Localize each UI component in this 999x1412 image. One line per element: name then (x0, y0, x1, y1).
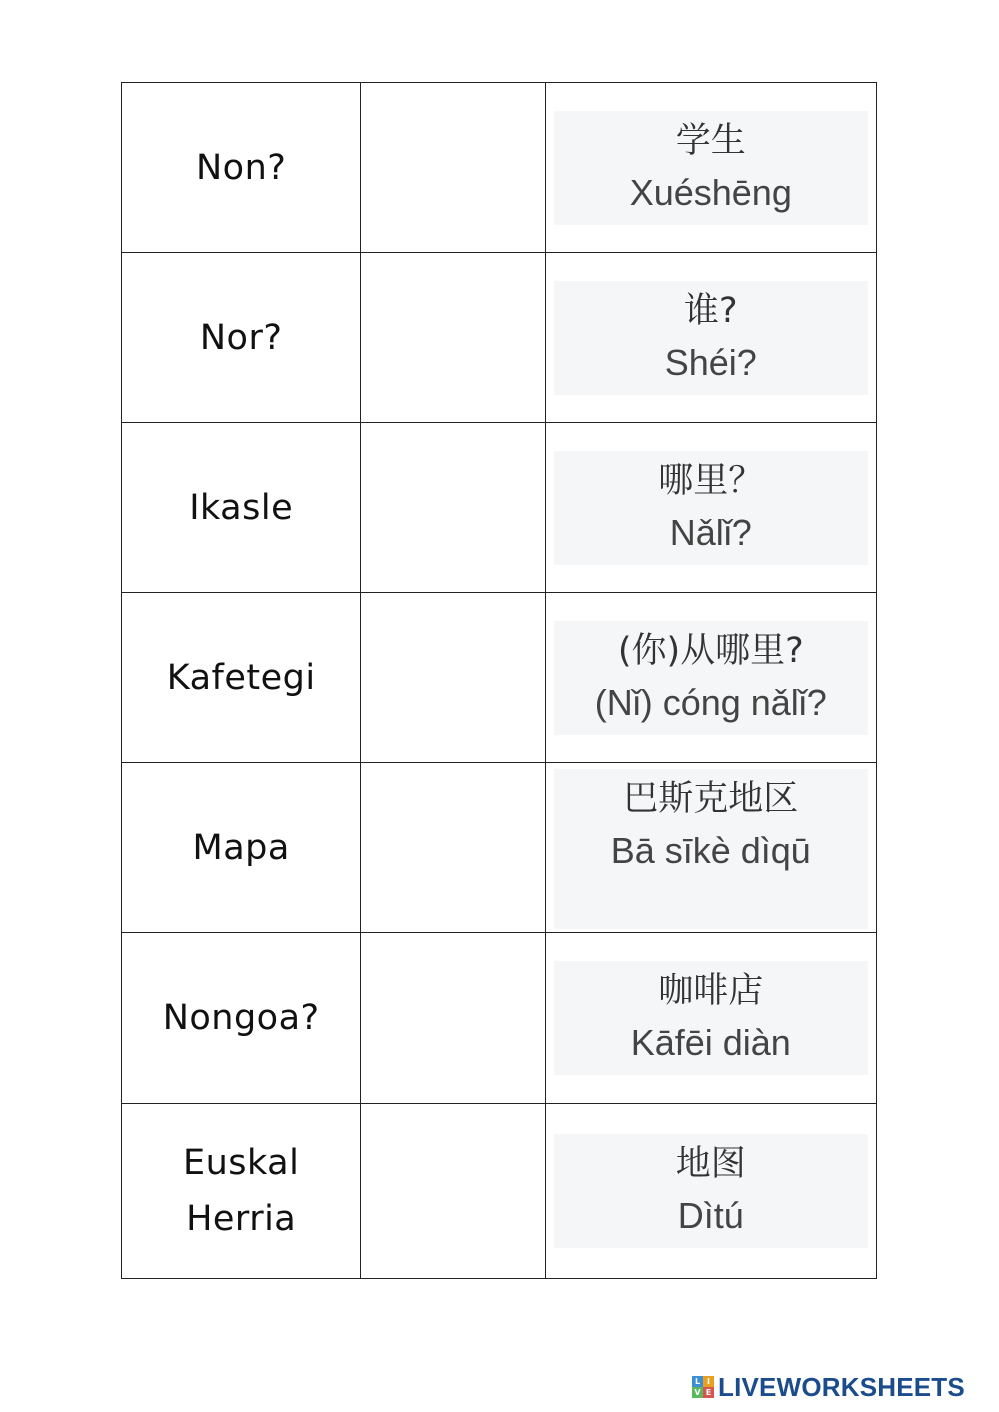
pinyin-text: Bā sīkè dìqū (610, 830, 811, 871)
chinese-card[interactable] (554, 621, 868, 735)
pinyin-text: Xuéshēng (629, 171, 792, 213)
answer-drop-cell[interactable] (361, 763, 545, 933)
hanzi-text: 谁? (683, 290, 738, 331)
table-row (122, 933, 877, 1104)
basque-word: Nor? (199, 317, 283, 358)
answer-drop-cell[interactable] (361, 593, 545, 763)
table-row (122, 1104, 877, 1279)
chinese-card-cell (545, 423, 876, 593)
basque-word-cell (122, 933, 361, 1104)
hanzi-text: 咖啡店 (658, 971, 764, 1011)
answer-drop-cell[interactable] (361, 253, 545, 423)
logo-letter-e: E (703, 1387, 714, 1398)
answer-drop-cell[interactable] (361, 423, 545, 593)
chinese-card[interactable] (554, 769, 868, 929)
chinese-card[interactable] (554, 281, 868, 395)
basque-word-line-1: Euskal (182, 1143, 300, 1183)
basque-word: Mapa (192, 827, 290, 868)
pinyin-text: Kāfēi diàn (630, 1022, 791, 1063)
chinese-card-cell (545, 253, 876, 423)
answer-drop-cell[interactable] (361, 83, 545, 253)
answer-drop-cell[interactable] (361, 1104, 545, 1279)
pinyin-text: Shéi? (664, 341, 757, 383)
basque-word: Kafetegi (166, 657, 316, 698)
logo-letter-l: L (692, 1376, 703, 1387)
liveworksheets-logo-icon (692, 1376, 714, 1398)
chinese-card-cell (545, 1104, 876, 1279)
chinese-card[interactable] (554, 1134, 868, 1248)
matching-table (121, 82, 877, 1279)
basque-word-cell (122, 253, 361, 423)
pinyin-text: Dìtú (677, 1195, 744, 1236)
hanzi-text: 巴斯克地区 (623, 779, 799, 819)
basque-word-cell (122, 763, 361, 933)
basque-word-cell (122, 593, 361, 763)
chinese-card-cell (545, 83, 876, 253)
pinyin-text: (Nǐ) cóng nǎlǐ? (594, 681, 827, 723)
table-row (122, 423, 877, 593)
chinese-card-cell (545, 593, 876, 763)
chinese-card[interactable] (554, 451, 868, 565)
table-row (122, 253, 877, 423)
answer-drop-cell[interactable] (361, 933, 545, 1104)
table-row (122, 763, 877, 933)
logo-letter-v: V (692, 1387, 703, 1398)
basque-word: Nongoa? (162, 998, 320, 1038)
logo-letter-i: I (703, 1376, 714, 1387)
pinyin-text: Nǎlǐ? (669, 511, 752, 553)
hanzi-text: 地图 (675, 1144, 746, 1184)
table-row (122, 593, 877, 763)
hanzi-text: 哪里？ (658, 460, 764, 501)
hanzi-text: (你)从哪里? (617, 630, 804, 671)
chinese-card[interactable] (554, 961, 868, 1075)
chinese-card[interactable] (554, 111, 868, 225)
basque-word-cell (122, 423, 361, 593)
chinese-card-cell (545, 933, 876, 1104)
hanzi-text: 学生 (675, 120, 746, 161)
table-row (122, 83, 877, 253)
brand-text: LIVEWORKSHEETS (718, 1371, 965, 1402)
basque-word-cell (122, 1104, 361, 1279)
basque-word: Non? (195, 147, 287, 188)
liveworksheets-brand (692, 1373, 965, 1401)
chinese-card-cell (545, 763, 876, 933)
basque-word: Ikasle (189, 487, 294, 528)
basque-word-cell (122, 83, 361, 253)
basque-word-line-2: Herria (186, 1199, 297, 1239)
